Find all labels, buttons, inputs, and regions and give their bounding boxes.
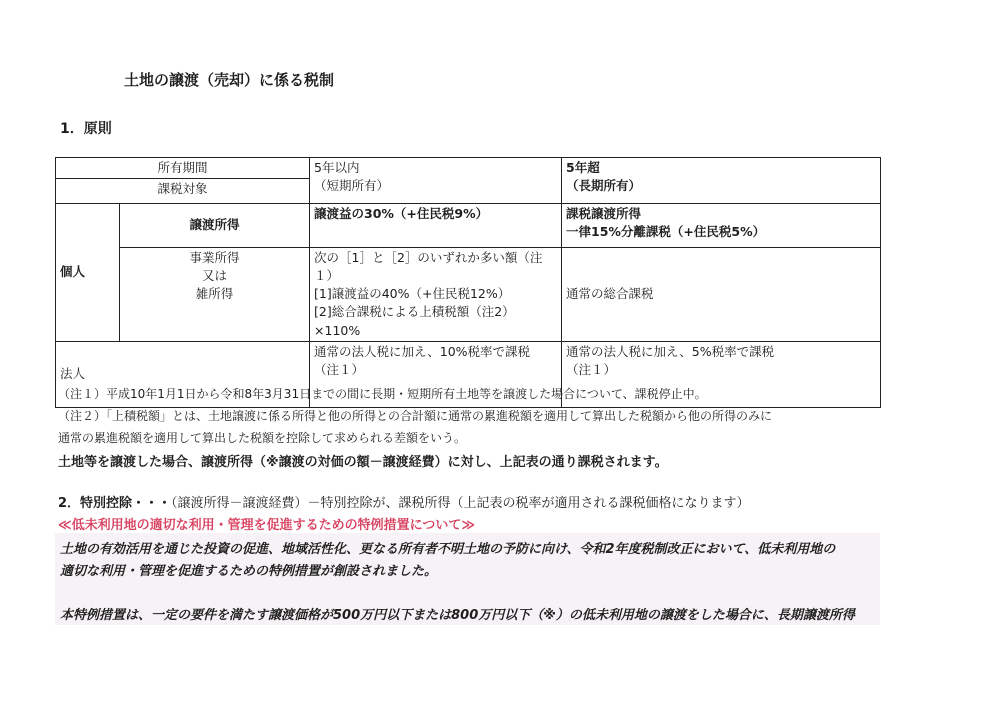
special-para2-line1: 本特例措置は、一定の要件を満たす譲渡価格が500万円以下または800万円以下（※）の低未利用地の譲渡をした場合に、長期譲渡所得 [60, 608, 855, 623]
long-term-header: 5年超 （長期所有） [562, 158, 881, 204]
individual-label: 個人 [56, 204, 120, 342]
section-heading-principle: 1．原則 [60, 121, 112, 137]
note-2-line-2: 通常の累進税額を適用して算出した税額を控除して求められる差額をいう。 [58, 431, 467, 445]
tax-table [55, 157, 881, 408]
long-business-cell: 通常の総合課税 [562, 248, 881, 342]
page-title: 土地の譲渡（売却）に係る税制 [124, 71, 335, 89]
note-2-line-1: （注２）「上積税額」とは、土地譲渡に係る所得と他の所得との合計額に通常の累進税額を適用して算出した税額から他の所得のみに [58, 409, 773, 423]
holding-period-label: 所有期間 [56, 158, 309, 179]
corporation-label: 法人 [56, 341, 310, 407]
section-heading-special-deduction [58, 492, 750, 511]
special-para1-line1: 土地の有効活用を通じた投資の促進、地域活性化、更なる所有者不明土地の予防に向け、令和2年度税制改正において、低未利用地の [60, 542, 836, 557]
special-measure-heading: ≪低未利用地の適切な利用・管理を促進するための特例措置について≫ [58, 518, 475, 533]
header-label-cell [56, 158, 310, 204]
long-transfer-cell: 課税譲渡所得 一律15%分離課税（+住民税5%） [562, 204, 881, 248]
summary-text: 土地等を譲渡した場合、譲渡所得（※譲渡の対価の額－譲渡経費）に対し、上記表の通り課税されます。 [58, 455, 668, 470]
section2-lead: 2．特別控除・・・ [58, 496, 172, 511]
section2-text: （譲渡所得－譲渡経費）－特別控除が、課税所得（上記表の税率が適用される課税価格になります） [171, 496, 750, 511]
short-business-cell: 次の［1］と［2］のいずれか多い額（注１） [1]譲渡益の40%（+住民税12%） [2]総合課税による上積税額（注2）×110% [310, 248, 562, 342]
business-misc-income-label: 事業所得 又は 雑所得 [120, 248, 310, 342]
note-1: （注１）平成10年1月1日から令和8年3月31日までの間に長期・短期所有土地等を譲渡した場合について、課税停止中。 [58, 387, 707, 401]
corp-short-cell: 通常の法人税に加え、10%税率で課税 （注１） [310, 341, 562, 407]
short-transfer-cell: 譲渡益の30%（+住民税9%） [310, 204, 562, 248]
tax-target-label: 課税対象 [157, 181, 208, 197]
transfer-income-label: 譲渡所得 [120, 204, 310, 248]
corp-long-cell: 通常の法人税に加え、5%税率で課税 （注１） [562, 341, 881, 407]
special-para1-line2: 適切な利用・管理を促進するための特例措置が創設されました。 [60, 564, 438, 579]
short-term-header: 5年以内 （短期所有） [310, 158, 562, 204]
